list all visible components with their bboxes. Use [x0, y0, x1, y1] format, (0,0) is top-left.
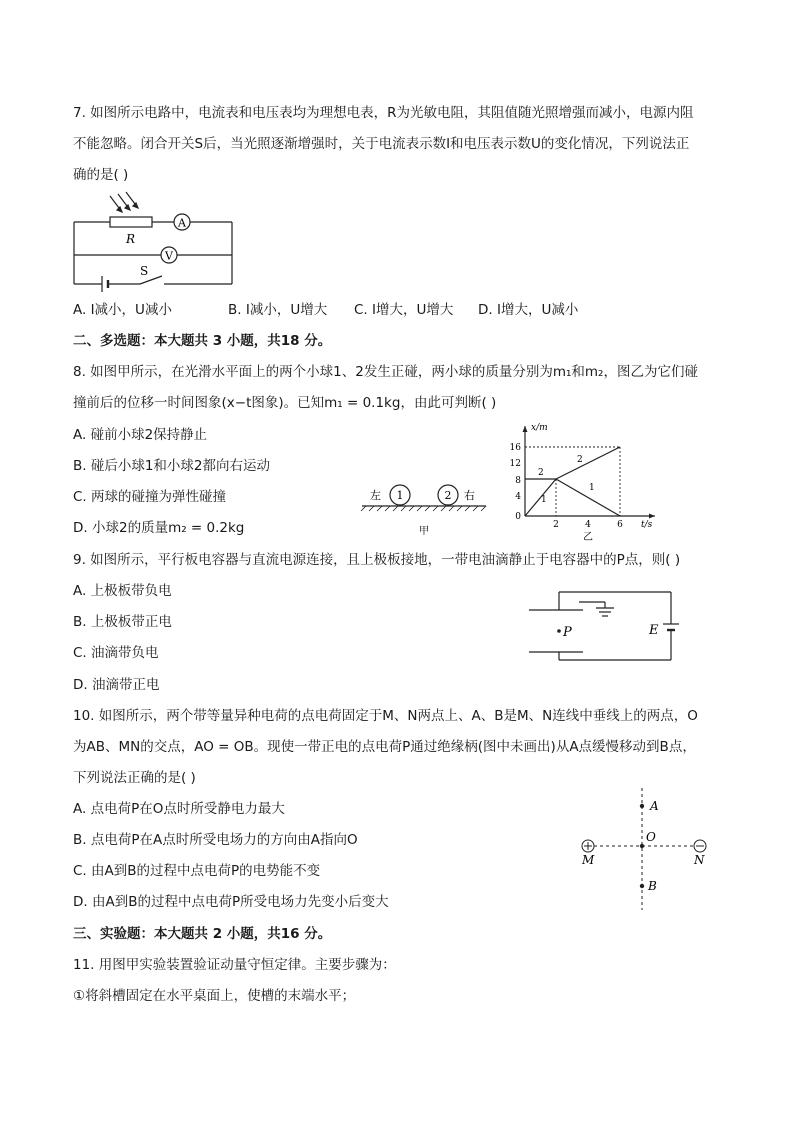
- q8-stem-line1: 8. 如图甲所示，在光滑水平面上的两个小球1、2发生正碰，两小球的质量分别为m₁和m₂，图乙为它们碰: [73, 364, 698, 380]
- point-p-label: P: [563, 625, 572, 640]
- resistor-r: [110, 217, 152, 227]
- ball-2-after-line: [556, 447, 620, 479]
- point-o-dot: [640, 844, 644, 848]
- q8-figure-jia: [358, 478, 493, 538]
- q7-option-b[interactable]: B. I减小，U增大: [228, 302, 328, 318]
- ground-hatch: [361, 506, 486, 511]
- q7-circuit-diagram: [70, 192, 240, 292]
- label-o: O: [646, 830, 656, 844]
- q8-option-a[interactable]: A. 碰前小球2保持静止: [73, 427, 208, 443]
- label-a: A: [650, 799, 659, 813]
- y-tick-8: 8: [515, 476, 521, 486]
- q7-stem-line3: 确的是( ): [73, 167, 129, 183]
- q7-option-a[interactable]: A. I减小，U减小: [73, 302, 172, 318]
- y-tick-16: 16: [509, 443, 521, 453]
- y-tick-0: 0: [515, 512, 521, 522]
- q7-option-c[interactable]: C. I增大，U增大: [354, 302, 454, 318]
- q10-option-d[interactable]: D. 由A到B的过程中点电荷P所受电场力先变小后变大: [73, 894, 389, 910]
- point-a-dot: [640, 804, 644, 808]
- y-tick-12: 12: [509, 459, 521, 469]
- section-3-heading: 三、实验题：本大题共 2 小题，共16 分。: [73, 926, 332, 942]
- x-axis-label: t/s: [641, 520, 653, 530]
- label-b: B: [648, 879, 657, 893]
- q7-stem-line2: 不能忽略。闭合开关S后，当光照逐渐增强时，关于电流表示数I和电压表示数U的变化情况，下列说法正: [73, 136, 690, 152]
- q9-stem: 9. 如图所示，平行板电容器与直流电源连接，且上极板接地，一带电油滴静止于电容器中的P点，则( ): [73, 552, 681, 568]
- q10-charges-diagram: [576, 786, 716, 912]
- light-arrows-icon: [110, 192, 138, 212]
- ball-1-after-line: [556, 479, 620, 516]
- q10-stem-line3: 下列说法正确的是( ): [73, 770, 196, 786]
- resistor-label: R: [126, 232, 136, 246]
- q10-option-a[interactable]: A. 点电荷P在O点时所受静电力最大: [73, 801, 285, 817]
- q8-option-d[interactable]: D. 小球2的质量m₂ = 0.2kg: [73, 520, 245, 536]
- q8-xt-graph: [505, 420, 665, 542]
- q9-option-b[interactable]: B. 上极板带正电: [73, 614, 172, 630]
- q11-stem: 11. 用图甲实验装置验证动量守恒定律。主要步骤为：: [73, 957, 396, 973]
- q10-stem-line1: 10. 如图所示，两个带等量异种电荷的点电荷固定于M、N两点上、A、B是M、N连线中垂线上的两点，O: [73, 708, 698, 724]
- q9-option-a[interactable]: A. 上极板带负电: [73, 583, 172, 599]
- line-label-1a: 1: [589, 483, 595, 493]
- line-label-2a: 2: [538, 468, 544, 478]
- line-label-1b: 1: [541, 495, 547, 505]
- q9-option-d[interactable]: D. 油滴带正电: [73, 677, 160, 693]
- left-label: 左: [370, 489, 381, 502]
- label-m: M: [582, 853, 595, 867]
- fig-jia-caption: 甲: [419, 526, 429, 537]
- q7-stem-line1: 7. 如图所示电路中，电流表和电压表均为理想电表，R为光敏电阻，其阻值随光照增强而减小，电源内阻: [73, 105, 694, 121]
- y-tick-4: 4: [515, 492, 521, 502]
- emf-e-label: E: [649, 623, 659, 638]
- q7-option-d[interactable]: D. I增大，U减小: [478, 302, 579, 318]
- q10-stem-line2: 为AB、MN的交点，AO = OB。现使一带正电的点电荷P通过绝缘柄(图中未画出)从A点缓慢移动到B点，: [73, 739, 696, 755]
- x-tick-6: 6: [617, 520, 623, 530]
- guide-lines: [525, 447, 620, 516]
- section-2-heading: 二、多选题：本大题共 3 小题，共18 分。: [73, 333, 332, 349]
- right-label: 右: [464, 489, 475, 502]
- q8-stem-line2: 撞前后的位移一时间图象(x−t图象)。已知m₁ = 0.1kg，由此可判断( ): [73, 395, 497, 411]
- x-tick-2: 2: [553, 520, 559, 530]
- q10-option-b[interactable]: B. 点电荷P在A点时所受电场力的方向由A指向O: [73, 832, 358, 848]
- label-n: N: [694, 853, 705, 867]
- voltmeter-label: V: [165, 249, 173, 263]
- q8-option-c[interactable]: C. 两球的碰撞为弹性碰撞: [73, 489, 227, 505]
- q9-option-c[interactable]: C. 油滴带负电: [73, 645, 159, 661]
- fig-yi-caption: 乙: [583, 532, 593, 543]
- x-tick-4: 4: [585, 520, 591, 530]
- line-label-2b: 2: [577, 455, 583, 465]
- point-b-dot: [640, 884, 644, 888]
- ball-1-label: 1: [396, 489, 404, 502]
- switch-label: S: [140, 264, 149, 278]
- q10-option-c[interactable]: C. 由A到B的过程中点电荷P的电势能不变: [73, 863, 321, 879]
- q8-option-b[interactable]: B. 碰后小球1和小球2都向右运动: [73, 458, 271, 474]
- q9-capacitor-circuit: [525, 586, 695, 666]
- y-axis-label: x/m: [531, 423, 548, 433]
- q11-step-1: ①将斜槽固定在水平桌面上，使槽的末端水平；: [73, 988, 356, 1004]
- ball-2-label: 2: [444, 489, 452, 502]
- oil-drop-icon: [557, 629, 561, 633]
- ammeter-label: A: [178, 216, 186, 230]
